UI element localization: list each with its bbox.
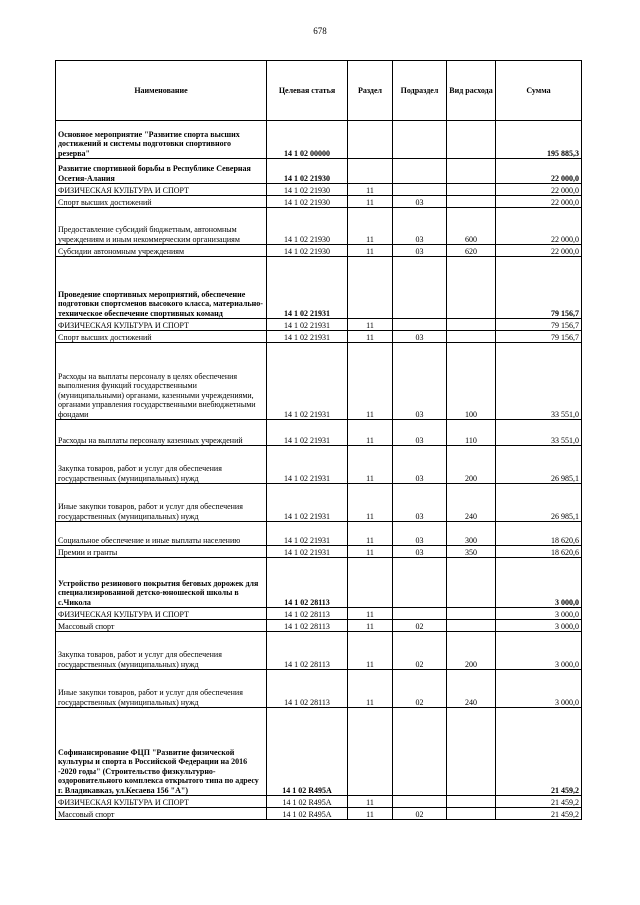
cell-kind: [447, 608, 496, 620]
cell-sum: 79 156,7: [496, 331, 582, 343]
cell-kind: 300: [447, 522, 496, 546]
cell-kind: 240: [447, 484, 496, 522]
cell-subsection: 03: [393, 546, 447, 558]
cell-kind: [447, 184, 496, 196]
table-row: [56, 319, 582, 331]
cell-name: ФИЗИЧЕСКАЯ КУЛЬТУРА И СПОРТ: [56, 319, 267, 331]
table-header-row: [56, 61, 582, 121]
cell-section: 11: [348, 208, 393, 245]
cell-target: 14 1 02 00000: [267, 121, 348, 159]
cell-subsection: 02: [393, 632, 447, 670]
cell-kind: 200: [447, 446, 496, 484]
cell-sum: 3 000,0: [496, 670, 582, 708]
cell-sum: 22 000,0: [496, 208, 582, 245]
cell-sum: 3 000,0: [496, 632, 582, 670]
cell-section: 11: [348, 796, 393, 808]
cell-kind: 100: [447, 343, 496, 420]
cell-kind: [447, 558, 496, 608]
cell-target: 14 1 02 21931: [267, 484, 348, 522]
cell-subsection: [393, 558, 447, 608]
cell-sum: 21 459,2: [496, 796, 582, 808]
cell-target: 14 1 02 21931: [267, 522, 348, 546]
table-row: [56, 245, 582, 257]
cell-section: 11: [348, 522, 393, 546]
cell-name: Премии и гранты: [56, 546, 267, 558]
cell-target: 14 1 02 R495A: [267, 796, 348, 808]
cell-name: Массовый спорт: [56, 620, 267, 632]
cell-target: 14 1 02 21930: [267, 184, 348, 196]
cell-section: 11: [348, 245, 393, 257]
cell-name: ФИЗИЧЕСКАЯ КУЛЬТУРА И СПОРТ: [56, 608, 267, 620]
cell-name: Развитие спортивной борьбы в Республике Северная Осетия-Алания: [56, 159, 267, 184]
cell-subsection: [393, 608, 447, 620]
cell-subsection: 03: [393, 446, 447, 484]
cell-subsection: 03: [393, 522, 447, 546]
cell-sum: 3 000,0: [496, 620, 582, 632]
cell-name: Иные закупки товаров, работ и услуг для обеспечения государственных (муниципальных) нужд: [56, 670, 267, 708]
cell-section: 11: [348, 343, 393, 420]
cell-sum: 26 985,1: [496, 446, 582, 484]
cell-kind: [447, 257, 496, 319]
cell-target: 14 1 02 21931: [267, 343, 348, 420]
cell-sum: 21 459,2: [496, 708, 582, 796]
cell-name: Расходы на выплаты персоналу казенных учреждений: [56, 420, 267, 446]
cell-subsection: 03: [393, 196, 447, 208]
cell-subsection: 03: [393, 484, 447, 522]
table-row: [56, 808, 582, 820]
table-row: [56, 331, 582, 343]
cell-section: [348, 121, 393, 159]
cell-kind: 600: [447, 208, 496, 245]
table-row: [56, 620, 582, 632]
cell-name: Предоставление субсидий бюджетным, автономным учреждениям и иным некоммерческим организациям: [56, 208, 267, 245]
cell-sum: 3 000,0: [496, 608, 582, 620]
cell-name: Устройство резинового покрытия беговых дорожек для специализированной детско-юношеской школы в с.Чикола: [56, 558, 267, 608]
cell-target: 14 1 02 21931: [267, 257, 348, 319]
cell-subsection: [393, 708, 447, 796]
cell-section: 11: [348, 484, 393, 522]
cell-kind: [447, 121, 496, 159]
table-row: [56, 257, 582, 319]
table-row: [56, 484, 582, 522]
cell-section: 11: [348, 808, 393, 820]
cell-target: 14 1 02 28113: [267, 670, 348, 708]
cell-section: 11: [348, 620, 393, 632]
cell-section: 11: [348, 608, 393, 620]
cell-section: 11: [348, 632, 393, 670]
cell-subsection: 02: [393, 808, 447, 820]
cell-kind: [447, 620, 496, 632]
cell-section: 11: [348, 319, 393, 331]
cell-kind: [447, 196, 496, 208]
cell-subsection: [393, 796, 447, 808]
cell-target: 14 1 02 21930: [267, 245, 348, 257]
cell-sum: 33 551,0: [496, 420, 582, 446]
cell-name: Закупка товаров, работ и услуг для обеспечения государственных (муниципальных) нужд: [56, 632, 267, 670]
cell-sum: 18 620,6: [496, 546, 582, 558]
table-row: [56, 196, 582, 208]
table-row: [56, 184, 582, 196]
cell-target: 14 1 02 21931: [267, 546, 348, 558]
budget-table: [55, 60, 582, 820]
cell-section: 11: [348, 331, 393, 343]
cell-section: 11: [348, 184, 393, 196]
cell-name: Массовый спорт: [56, 808, 267, 820]
cell-target: 14 1 02 28113: [267, 608, 348, 620]
header-sum: Сумма: [496, 61, 582, 121]
cell-sum: 33 551,0: [496, 343, 582, 420]
cell-subsection: 03: [393, 331, 447, 343]
cell-kind: [447, 708, 496, 796]
cell-sum: 79 156,7: [496, 257, 582, 319]
cell-section: 11: [348, 670, 393, 708]
cell-section: 11: [348, 446, 393, 484]
cell-section: [348, 708, 393, 796]
cell-kind: [447, 331, 496, 343]
cell-sum: 79 156,7: [496, 319, 582, 331]
cell-section: [348, 159, 393, 184]
table-row: [56, 446, 582, 484]
cell-name: Субсидии автономным учреждениям: [56, 245, 267, 257]
table-row: [56, 208, 582, 245]
table-row: [56, 343, 582, 420]
cell-name: Спорт высших достижений: [56, 331, 267, 343]
cell-sum: 26 985,1: [496, 484, 582, 522]
cell-target: 14 1 02 R495A: [267, 808, 348, 820]
table-row: [56, 558, 582, 608]
table-row: [56, 608, 582, 620]
cell-name: Расходы на выплаты персоналу в целях обеспечения выполнения функций государственными (муниципальными) органами, казенными учреждениями, органами управления государственными внебюджетными фондами: [56, 343, 267, 420]
cell-name: Спорт высших достижений: [56, 196, 267, 208]
table-row: [56, 670, 582, 708]
cell-target: 14 1 02 21931: [267, 446, 348, 484]
cell-subsection: 02: [393, 670, 447, 708]
table-row: [56, 546, 582, 558]
cell-kind: [447, 319, 496, 331]
cell-kind: [447, 159, 496, 184]
header-name: Наименование: [56, 61, 267, 121]
cell-sum: 3 000,0: [496, 558, 582, 608]
cell-section: 11: [348, 546, 393, 558]
cell-kind: [447, 808, 496, 820]
cell-sum: 22 000,0: [496, 196, 582, 208]
cell-name: Социальное обеспечение и иные выплаты населению: [56, 522, 267, 546]
cell-subsection: [393, 319, 447, 331]
cell-section: 11: [348, 196, 393, 208]
cell-subsection: [393, 184, 447, 196]
cell-target: 14 1 02 R495A: [267, 708, 348, 796]
cell-section: [348, 257, 393, 319]
cell-subsection: 03: [393, 208, 447, 245]
header-target: Целевая статья: [267, 61, 348, 121]
cell-name: Иные закупки товаров, работ и услуг для обеспечения государственных (муниципальных) нужд: [56, 484, 267, 522]
cell-target: 14 1 02 21930: [267, 208, 348, 245]
table-row: [56, 420, 582, 446]
cell-subsection: 03: [393, 343, 447, 420]
table-row: [56, 159, 582, 184]
cell-kind: 110: [447, 420, 496, 446]
cell-sum: 22 000,0: [496, 159, 582, 184]
cell-target: 14 1 02 28113: [267, 620, 348, 632]
cell-target: 14 1 02 21930: [267, 159, 348, 184]
cell-subsection: [393, 257, 447, 319]
page-number: 678: [313, 26, 327, 36]
cell-name: Проведение спортивных мероприятий, обеспечение подготовки спортсменов высокого класса, материально-техническое обеспечение спортивных команд: [56, 257, 267, 319]
cell-subsection: 03: [393, 245, 447, 257]
cell-sum: 18 620,6: [496, 522, 582, 546]
cell-section: 11: [348, 420, 393, 446]
cell-name: ФИЗИЧЕСКАЯ КУЛЬТУРА И СПОРТ: [56, 184, 267, 196]
cell-target: 14 1 02 21931: [267, 331, 348, 343]
cell-kind: [447, 796, 496, 808]
cell-sum: 22 000,0: [496, 245, 582, 257]
cell-section: [348, 558, 393, 608]
cell-target: 14 1 02 21930: [267, 196, 348, 208]
table-row: [56, 632, 582, 670]
cell-target: 14 1 02 28113: [267, 632, 348, 670]
header-subsection: Подраздел: [393, 61, 447, 121]
cell-name: ФИЗИЧЕСКАЯ КУЛЬТУРА И СПОРТ: [56, 796, 267, 808]
cell-target: 14 1 02 21931: [267, 319, 348, 331]
cell-sum: 22 000,0: [496, 184, 582, 196]
cell-name: Софинансирование ФЦП "Развитие физической культуры и спорта в Российской Федерации на 2016 -2020 годы" (Строительство физкультурно-оздоровительного комплекса открытого типа по адресу г. Владикавказ, ул.Кесаева 156 "А"): [56, 708, 267, 796]
cell-subsection: 03: [393, 420, 447, 446]
cell-kind: 620: [447, 245, 496, 257]
cell-subsection: [393, 121, 447, 159]
cell-name: Основное мероприятие "Развитие спорта высших достижений и системы подготовки спортивного резерва": [56, 121, 267, 159]
table-row: [56, 522, 582, 546]
cell-sum: 195 885,3: [496, 121, 582, 159]
cell-target: 14 1 02 28113: [267, 558, 348, 608]
cell-subsection: [393, 159, 447, 184]
table-row: [56, 796, 582, 808]
cell-sum: 21 459,2: [496, 808, 582, 820]
cell-target: 14 1 02 21931: [267, 420, 348, 446]
header-section: Раздел: [348, 61, 393, 121]
table-row: [56, 121, 582, 159]
table-row: [56, 708, 582, 796]
header-kind: Вид расхода: [447, 61, 496, 121]
cell-subsection: 02: [393, 620, 447, 632]
cell-name: Закупка товаров, работ и услуг для обеспечения государственных (муниципальных) нужд: [56, 446, 267, 484]
cell-kind: 200: [447, 632, 496, 670]
cell-kind: 240: [447, 670, 496, 708]
cell-kind: 350: [447, 546, 496, 558]
